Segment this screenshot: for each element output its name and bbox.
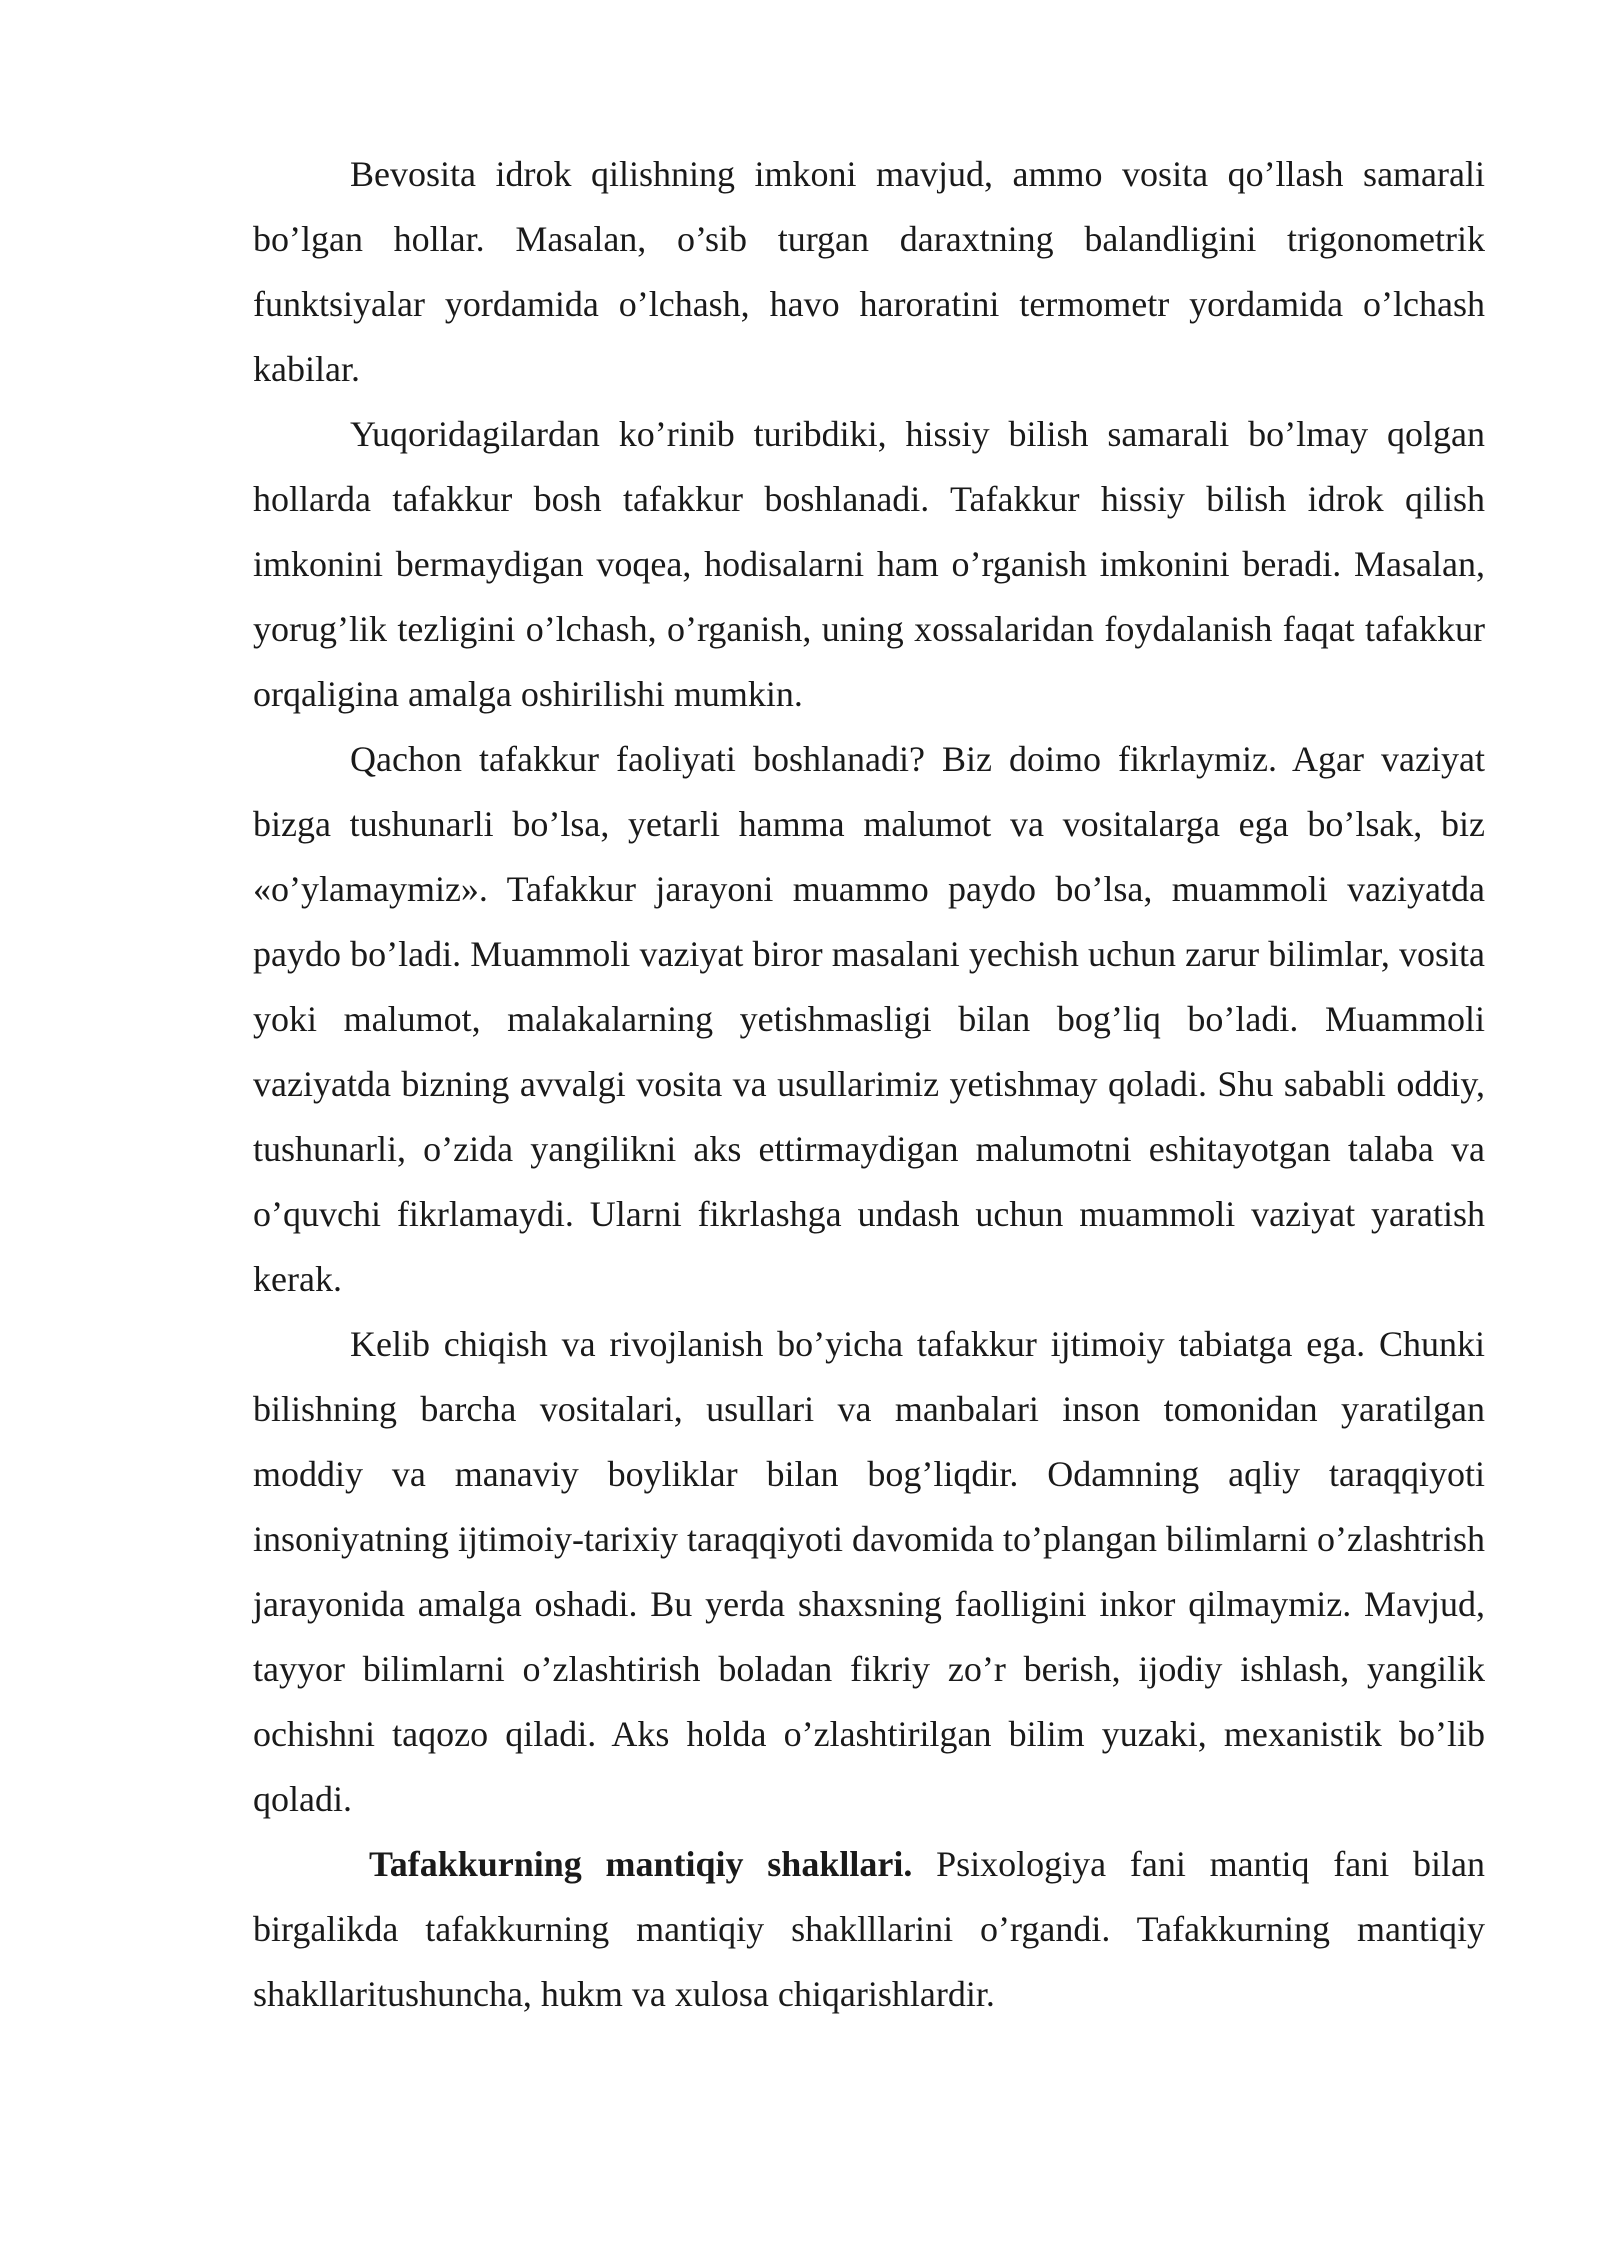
paragraph-3: Qachon tafakkur faoliyati boshlanadi? Biz doimo fikrlaymiz. Agar vaziyat bizga tushunarli bo’lsa, yetarli hamma malumot va vositalarga ega bo’lsak, biz «o’ylamaymiz». Tafakkur jarayoni muammo paydo bo’lsa, muammoli vaziyatda paydo bo’ladi. Muammoli vaziyat biror masalani yechish uchun zarur bilimlar, vosita yoki malumot, malakalarning yetishmasligi bilan bog’liq bo’ladi. Muammoli vaziyatda bizning avvalgi vosita va usullarimiz yetishmay qoladi. Shu sababli oddiy, tushunarli, o’zida yangilikni aks ettirmaydigan malumotni eshitayotgan talaba va o’quvchi fikrlamaydi. Ularni fikrlashga undash uchun muammoli vaziyat yaratish kerak.: [253, 739, 1485, 1299]
section-paragraph: [253, 1832, 1485, 2027]
paragraph-2: Yuqoridagilardan ko’rinib turibdiki, hissiy bilish samarali bo’lmay qolgan hollarda tafakkur bosh tafakkur boshlanadi. Tafakkur hissiy bilish idrok qilish imkonini bermaydigan voqea, hodisalarni ham o’rganish imkonini beradi. Masalan, yorug’lik tezligini o’lchash, o’rganish, uning xossalaridan foydalanish faqat tafakkur orqaligina amalga oshirilishi mumkin.: [253, 414, 1485, 714]
body-text: [253, 142, 1485, 2027]
section-text: Psixologiya fani mantiq fani bilan birgalikda tafakkurning mantiqiy shaklllarini o’rgandi. Tafakkurning mantiqiy shakllaritushuncha, hukm va xulosa chiqarishlardir.: [253, 1844, 1486, 2014]
section-heading: Tafakkurning mantiqiy shakllari.: [369, 1844, 913, 1884]
paragraph-4: Kelib chiqish va rivojlanish bo’yicha tafakkur ijtimoiy tabiatga ega. Chunki bilishning barcha vositalari, usullari va manbalari inson tomonidan yaratilgan moddiy va manaviy boyliklar bilan bog’liqdir. Odamning aqliy taraqqiyoti insoniyatning ijtimoiy-tarixiy taraqqiyoti davomida to’plangan bilimlarni o’zlashtrish jarayonida amalga oshadi. Bu yerda shaxsning faolligini inkor qilmaymiz. Mavjud, tayyor bilimlarni o’zlashtirish boladan fikriy zo’r berish, ijodiy ishlash, yangilik ochishni taqozo qiladi. Aks holda o’zlashtirilgan bilim yuzaki, mexanistik bo’lib qoladi.: [253, 1324, 1485, 1819]
paragraph-1: Bevosita idrok qilishning imkoni mavjud, ammo vosita qo’llash samarali bo’lgan hollar. Masalan, o’sib turgan daraxtning balandligini trigonometrik funktsiyalar yordamida o’lchash, havo haroratini termometr yordamida o’lchash kabilar.: [253, 154, 1485, 389]
